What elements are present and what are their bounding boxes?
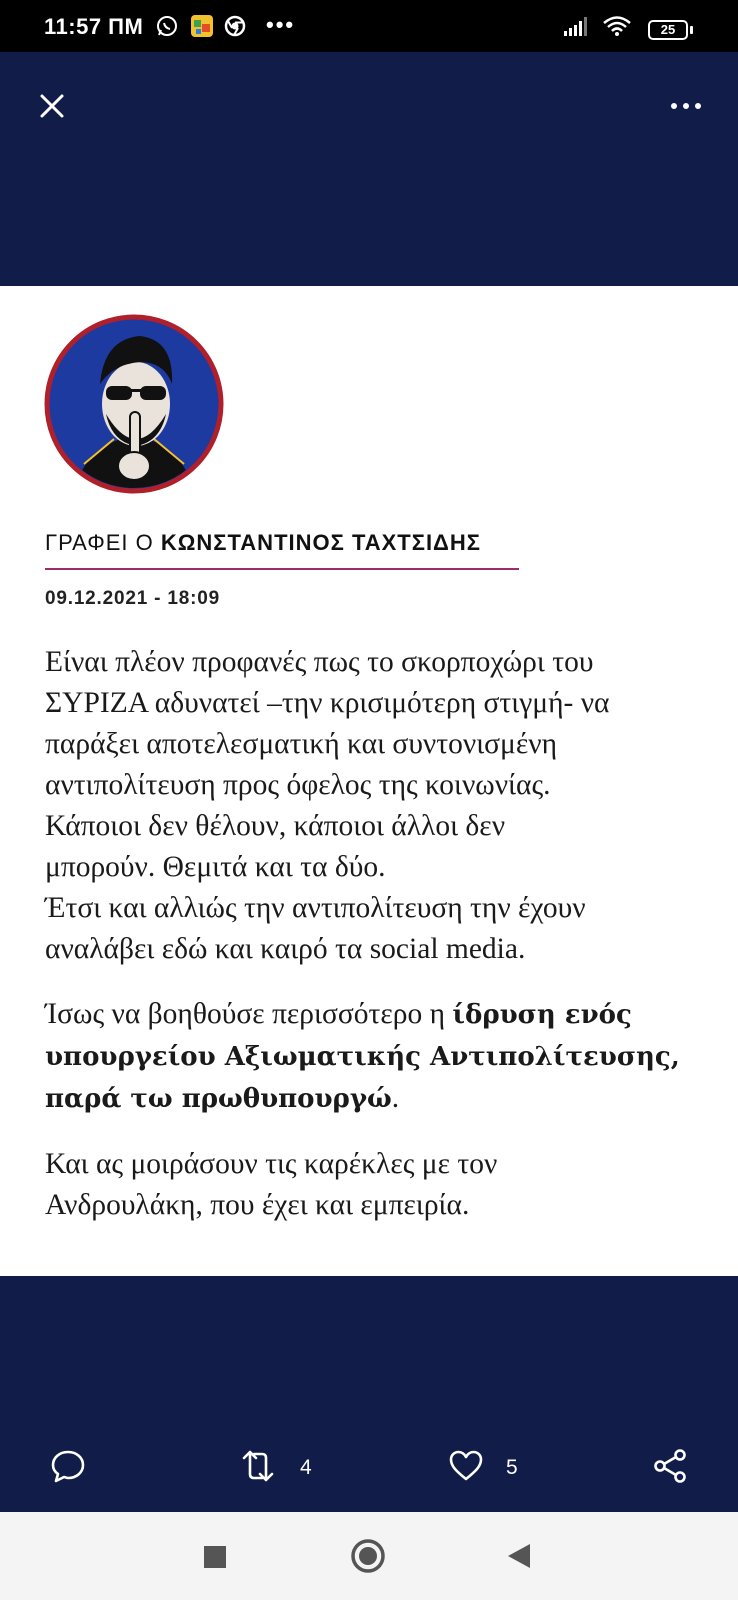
close-icon[interactable] <box>34 88 70 124</box>
emphasis-text: υπουργείου Αξιωματικής Αντιπολίτευσης, <box>45 1042 680 1072</box>
battery-icon: 25 <box>648 20 688 40</box>
retweet-count: 4 <box>300 1456 312 1479</box>
paragraph-line <box>45 1036 715 1078</box>
paragraph-3 <box>45 1144 715 1226</box>
byline <box>45 530 481 556</box>
like-count: 5 <box>506 1456 518 1479</box>
retweet-button[interactable] <box>238 1448 312 1488</box>
paragraph-2 <box>45 994 715 1120</box>
paragraph-line: αναλάβει εδώ και καιρό τα social media. <box>45 933 526 965</box>
author-avatar <box>44 314 224 494</box>
back-triangle-icon[interactable] <box>508 1544 530 1572</box>
paragraph-line: αντιπολίτευση προς όφελος της κοινωνίας. <box>45 769 551 801</box>
article <box>0 286 738 1276</box>
status-bar <box>0 0 738 52</box>
share-icon[interactable] <box>652 1448 688 1488</box>
byline-prefix: ΓΡΑΦΕΙ Ο <box>45 530 161 555</box>
paragraph-line: Ανδρουλάκη, που έχει και εμπειρία. <box>45 1189 470 1221</box>
like-button[interactable] <box>448 1448 518 1488</box>
paragraph-line: Κάποιοι δεν θέλουν, κάποιοι άλλοι δεν <box>45 810 506 842</box>
byline-divider <box>45 568 519 570</box>
heart-icon[interactable] <box>448 1448 484 1488</box>
paragraph-line: παράξει αποτελεσματική και συντονισμένη <box>45 728 558 760</box>
emphasis-text: ίδρυση ενός <box>452 1000 632 1030</box>
share-button[interactable] <box>652 1448 688 1488</box>
publish-date: 09.12.2021 - 18:09 <box>45 588 220 609</box>
paragraph-line: ΣΥΡΙΖΑ αδυνατεί –την κρισιμότερη στιγμή- να <box>45 687 610 719</box>
reply-button[interactable] <box>50 1448 86 1488</box>
action-bar <box>0 1276 738 1512</box>
signal-icon <box>562 15 590 37</box>
emphasis-text: παρά τω πρωθυπουργώ <box>45 1084 392 1114</box>
comment-icon[interactable] <box>50 1448 86 1488</box>
app-header <box>0 52 738 286</box>
author-name[interactable]: ΚΩΝΣΤΑΝΤΙΝΟΣ ΤΑΧΤΣΙΔΗΣ <box>160 530 481 555</box>
game-app-icon <box>190 15 214 37</box>
paragraph-line: μπορούν. Θεμιτά και τα δύο. <box>45 851 386 883</box>
square-recents-icon[interactable] <box>204 1546 226 1572</box>
retweet-icon[interactable] <box>238 1448 278 1488</box>
more-notifications-icon: ••• <box>266 12 296 37</box>
paragraph-line: Και ας μοιράσουν τις καρέκλες με τον <box>45 1148 498 1180</box>
wifi-icon <box>602 15 632 37</box>
paragraph-line: Έτσι και αλλιώς την αντιπολίτευση την έχουν <box>45 892 586 924</box>
whatsapp-icon <box>156 15 178 37</box>
paragraph-1 <box>45 642 715 970</box>
chrome-icon <box>224 15 246 37</box>
battery-tip <box>690 26 693 34</box>
paragraph-line <box>45 1078 715 1120</box>
paragraph-line <box>45 994 715 1036</box>
system-navigation-bar <box>0 1512 738 1600</box>
more-options-icon[interactable] <box>668 88 704 124</box>
paragraph-2-end: . <box>391 1082 400 1114</box>
paragraph-line: Είναι πλέον προφανές πως το σκορποχώρι του <box>45 646 594 678</box>
article-body <box>45 642 715 1250</box>
status-time: 11:57 ΠΜ <box>44 14 144 39</box>
home-circle-icon[interactable] <box>350 1538 386 1578</box>
paragraph-2-start: Ίσως να βοηθούσε περισσότερο η <box>45 998 453 1030</box>
